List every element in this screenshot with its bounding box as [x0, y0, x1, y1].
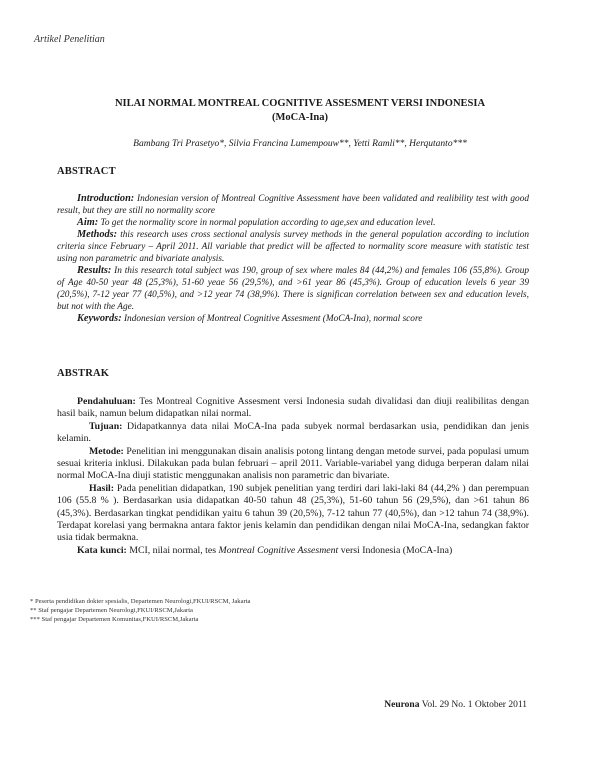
pendahuluan-text: Tes Montreal Cognitive Assesment versi Indonesia sudah divalidasi dan diuji realibilitas dengan hasil baik, namun belum didapatkan nilai normal.	[57, 396, 529, 420]
footnote-2: ** Staf pengajar Departemen Neurologi,FKUI/RSCM,Jakarta	[30, 607, 193, 614]
title-line-2: (MoCA-Ina)	[272, 112, 328, 123]
footnote-3: *** Staf pengajar Departemen Komunitas,FKUI/RSCM,Jakarta	[30, 616, 199, 623]
kata-kunci-paragraph	[57, 545, 529, 557]
keywords-text: Indonesian version of Montreal Cognitive Assesment (MoCA-Ina), normal score	[123, 314, 423, 324]
page-footer	[384, 700, 527, 710]
introduction-paragraph	[57, 193, 529, 217]
metode-label: Metode:	[89, 445, 124, 457]
aim-text: To get the normality score in normal population according to age,sex and education level.	[100, 218, 436, 228]
keywords-label: Keywords:	[77, 313, 122, 324]
methods-label: Methods:	[77, 229, 118, 240]
abstract-en	[57, 193, 529, 325]
hasil-label: Hasil:	[89, 482, 115, 494]
kata-kunci-text-end: versi Indonesia (MoCA-Ina)	[340, 544, 453, 556]
journal-issue: Vol. 29 No. 1 Oktober 2011	[421, 700, 527, 710]
footnotes	[30, 597, 250, 624]
introduction-label: Introduction:	[77, 193, 135, 204]
abstrak-heading: ABSTRAK	[57, 368, 110, 379]
methods-paragraph	[57, 229, 529, 265]
article-type-label: Artikel Penelitian	[34, 34, 105, 45]
abstract-heading: ABSTRACT	[57, 166, 116, 177]
keywords-paragraph	[57, 313, 529, 325]
journal-name: Neurona	[384, 700, 420, 710]
hasil-paragraph	[57, 483, 529, 545]
metode-paragraph	[57, 446, 529, 483]
results-label: Results:	[77, 265, 112, 276]
aim-label: Aim:	[77, 217, 99, 228]
hasil-text: Pada penelitian didapatkan, 190 subjek penelitian yang terdiri dari laki-laki 84 (44,2% ) dan perempuan 106 (55.8 % ). Berdasarkan usia didapatkan 40-50 tahun 48 (25,3%), 51-60 tahun 56 (29,5%), dan >61 tahun 86 (45,3%). Berdasarkan tingkat pendidikan yaitu 6 tahun 39 (20,5%), 7-12 tahun 77 (40,5%), dan >12 tahun 74 (38,9%). Terdapat korelasi yang bermakna antara faktor jenis kelamin dan pendidikan dengan nilai MoCA-Ina, sedangkan faktor usia tidak bermakna.	[57, 482, 529, 544]
title-line-1: NILAI NORMAL MONTREAL COGNITIVE ASSESMENT VERSI INDONESIA	[114, 98, 486, 109]
kata-kunci-text: MCI, nilai normal, tes	[129, 544, 217, 556]
metode-text: Penelitian ini menggunakan disain analisis potong lintang dengan metode survei, pada populasi umum sesuai kriteria inklusi. Dilakukan pada bulan februari – april 2011. Variable-variabel yang diduga berperan dalam nilai normal MoCA-Ina diuji statistic menggunakan analisis non parametric dan bivariate.	[57, 445, 529, 482]
pendahuluan-paragraph	[57, 396, 529, 421]
article-title	[40, 97, 560, 125]
results-text: In this research total subject was 190, group of sex where males 84 (44,2%) and females 106 (55,8%). Group of Age 40-50 year 48 (25,3%), 51-60 yeae 56 (29,5%), and >61 year 86 (45,3%). Group of education levels 6 year 39 (20,5%), 7-12 year 77 (40,5%), and >12 year 74 (38,9%). There is significan correlation between sex and education levels, but not with the Age.	[57, 266, 529, 312]
kata-kunci-label: Kata kunci:	[77, 544, 127, 556]
introduction-text: Indonesian version of Montreal Cognitive Assessment have been validated and realibility test with good result, but they are still no normality score	[57, 194, 529, 216]
tujuan-label: Tujuan:	[89, 420, 123, 432]
methods-text: this research uses cross sectional analysis survey methods in the general population according to inclution criteria since February – April 2011. All variable that predict will be affected to normality score measure with statistic test using non parametric and bivariate analysis.	[57, 230, 529, 264]
results-paragraph	[57, 265, 529, 313]
tujuan-text: Didapatkannya data nilai MoCA-Ina pada subyek normal berdasarkan usia, pendidikan dan jenis kelamin.	[57, 420, 529, 445]
author-list: Bambang Tri Prasetyo*, Silvia Francina Lumempouw**, Yetti Ramli**, Herqutanto***	[133, 139, 467, 149]
pendahuluan-label: Pendahuluan:	[77, 396, 136, 407]
aim-paragraph	[57, 217, 529, 229]
kata-kunci-italic: Montreal Cognitive Assesment	[218, 544, 339, 556]
abstract-id	[57, 396, 529, 557]
footnote-1: * Peserta pendidikan dokter spesialis, Departemen Neurologi,FKUI/RSCM, Jakarta	[30, 598, 251, 605]
tujuan-paragraph	[57, 421, 529, 446]
